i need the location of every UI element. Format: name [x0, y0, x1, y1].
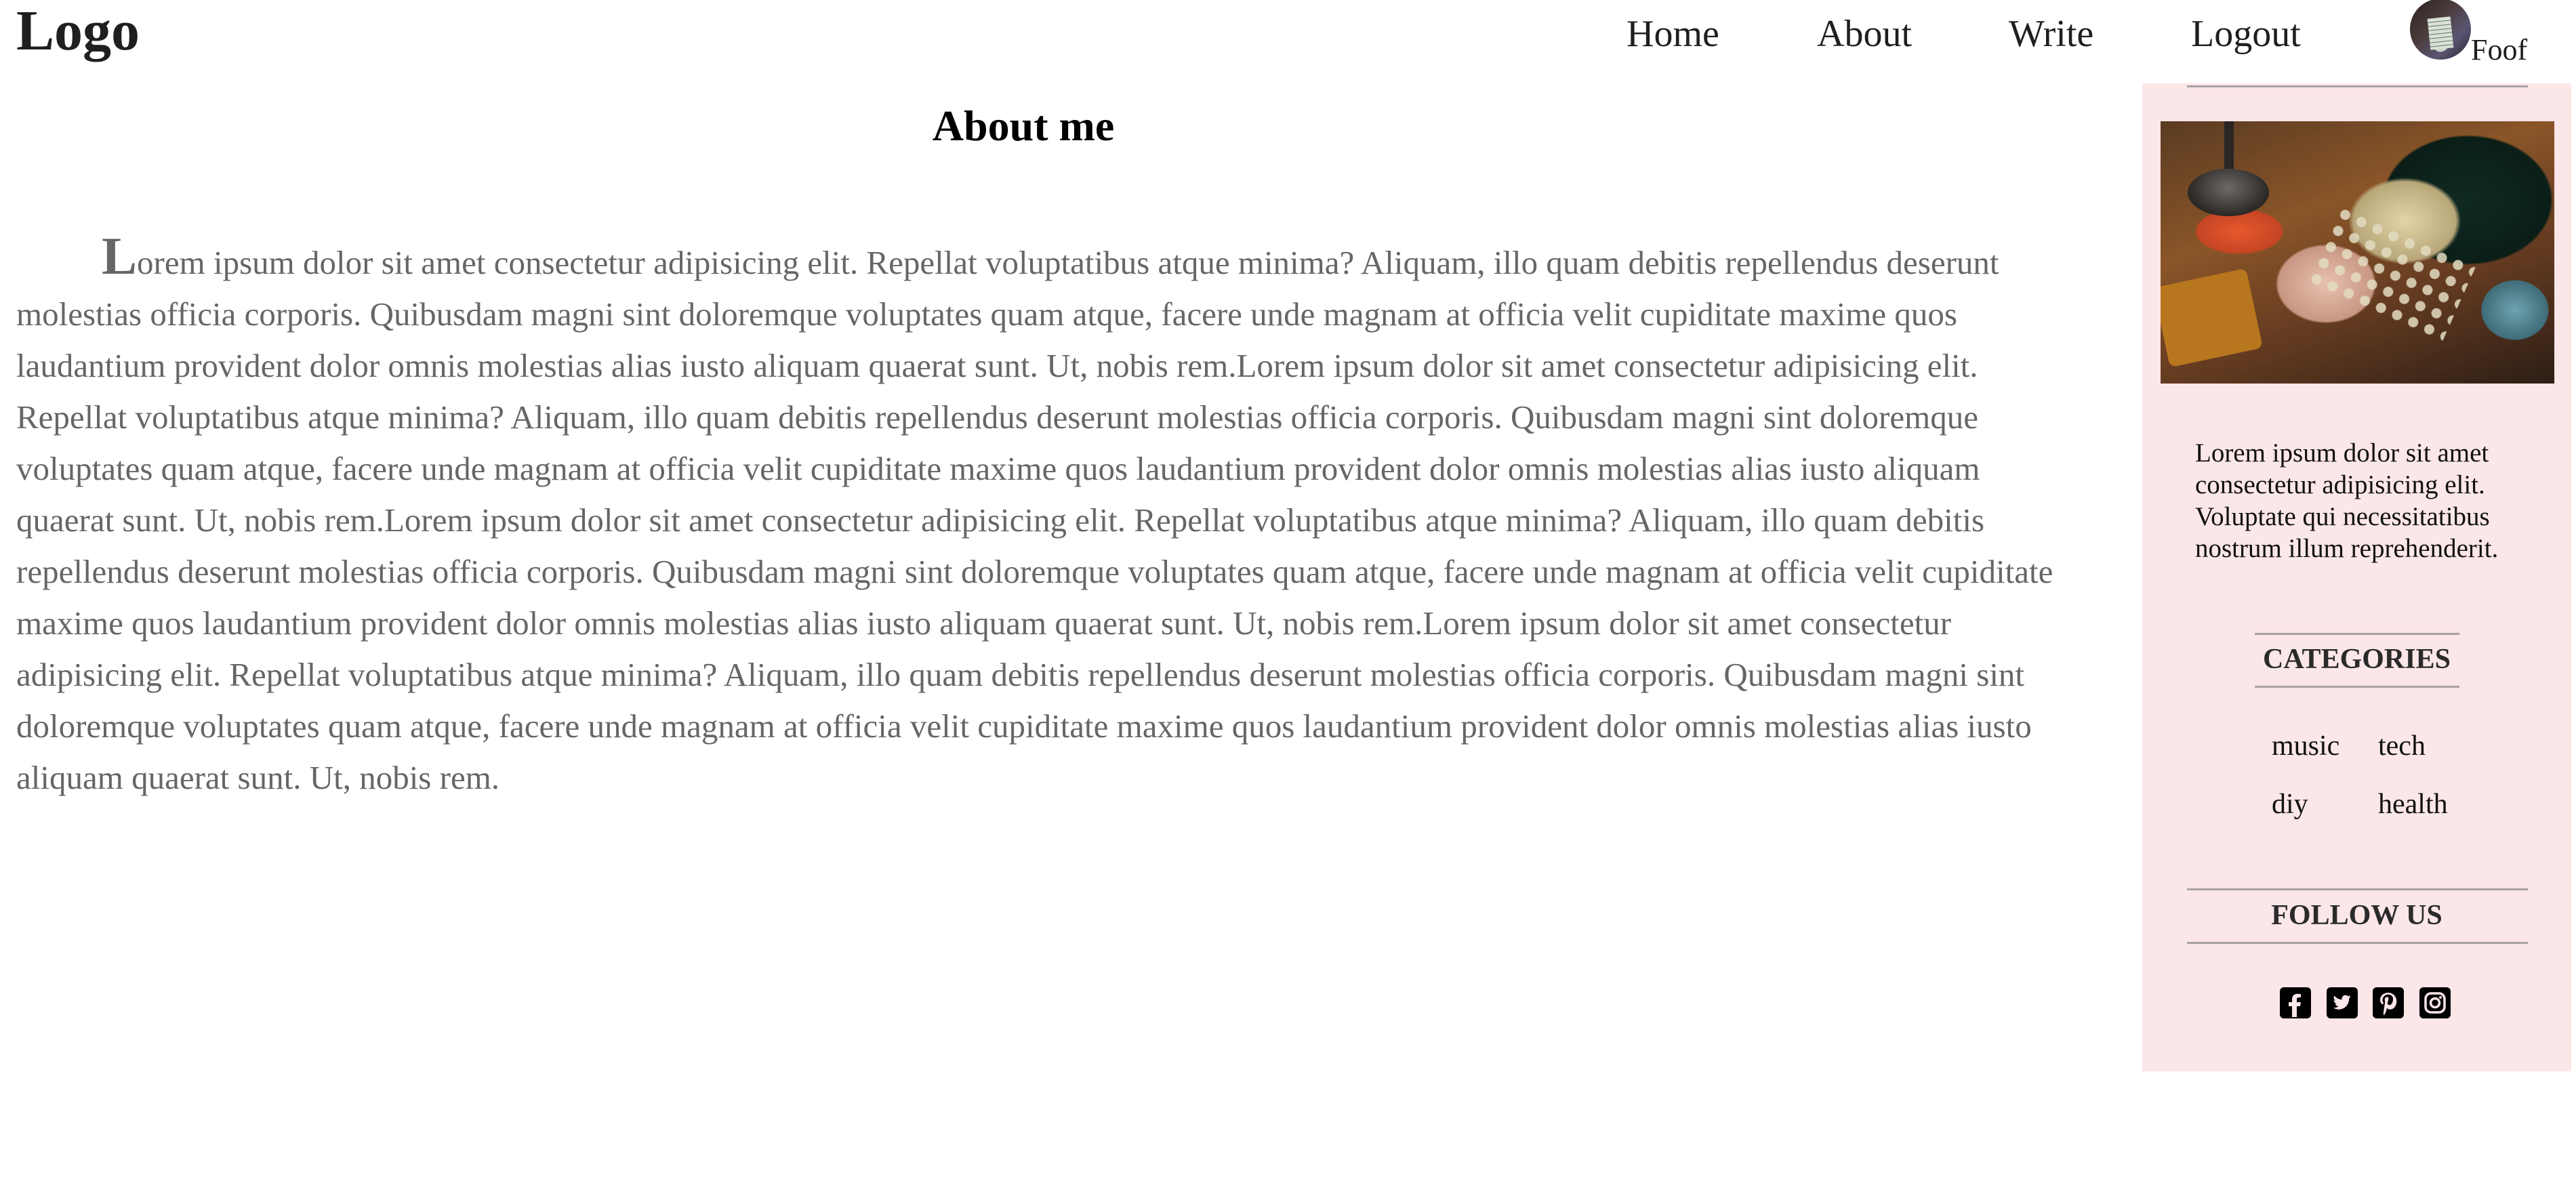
username[interactable]: Foof: [2471, 33, 2528, 66]
category-tech[interactable]: tech: [2378, 730, 2426, 762]
follow-top-divider: [2187, 888, 2528, 890]
body-paragraph: orem ipsum dolor sit amet consectetur adipisicing elit. Repellat voluptatibus atque minima? Aliquam, illo quam debitis repellendus deserunt molestias officia corporis. Quibusdam magni sint doloremque voluptates quam atque, facere unde magnam at officia velit cupiditate maxime quos laudantium provident dolor omnis molestias alias iusto aliquam quaerat sunt. Ut, nobis rem.Lorem ipsum dolor sit amet consectetur adipisicing elit. Repellat voluptatibus atque minima? Aliquam, illo quam debitis repellendus deserunt molestias officia corporis. Quibusdam magni sint doloremque voluptates quam atque, facere unde magnam at officia velit cupiditate maxime quos laudantium provident dolor omnis molestias alias iusto aliquam quaerat sunt. Ut, nobis rem.Lorem ipsum dolor sit amet consectetur adipisicing elit. Repellat voluptatibus atque minima? Aliquam, illo quam debitis repellendus deserunt molestias officia corporis. Quibusdam magni sint doloremque voluptates quam atque, facere unde magnam at officia velit cupiditate maxime quos laudantium provident dolor omnis molestias alias iusto aliquam quaerat sunt. Ut, nobis rem.Lorem ipsum dolor sit amet consectetur adipisicing elit. Repellat voluptatibus atque minima? Aliquam, illo quam debitis repellendus deserunt molestias officia corporis. Quibusdam magni sint doloremque voluptates quam atque, facere unde magnam at officia velit cupiditate maxime quos laudantium provident dolor omnis molestias alias iusto aliquam quaerat sunt. Ut, nobis rem.: [16, 244, 2053, 796]
typewriter-photo-icon: [2161, 121, 2554, 384]
facebook-square-icon[interactable]: [2280, 987, 2311, 1018]
follow-us-title: FOLLOW US: [2271, 900, 2442, 931]
sidebar-about-text: Lorem ipsum dolor sit amet consectetur adipisicing elit. Voluptate qui necessitatibus nostrum illum reprehenderit.: [2195, 438, 2499, 563]
pinterest-square-icon[interactable]: [2373, 987, 2404, 1018]
sidebar-top-divider: [2187, 85, 2528, 87]
twitter-square-icon[interactable]: [2327, 987, 2358, 1018]
page-title: About me: [932, 102, 1115, 150]
category-health[interactable]: health: [2378, 789, 2448, 820]
categories-title: CATEGORIES: [2263, 644, 2451, 675]
nav-write[interactable]: Write: [2009, 13, 2094, 55]
nav-home[interactable]: Home: [1627, 13, 1719, 55]
nav-logout[interactable]: Logout: [2191, 13, 2301, 55]
user-avatar-icon[interactable]: [2410, 0, 2471, 60]
sidebar: [2142, 83, 2571, 1071]
nav-about[interactable]: About: [1817, 13, 1912, 55]
follow-bottom-divider: [2187, 942, 2528, 944]
logo[interactable]: Logo: [16, 0, 140, 62]
categories-bottom-divider: [2255, 686, 2459, 688]
categories-top-divider: [2255, 633, 2459, 635]
instagram-square-icon[interactable]: [2419, 987, 2451, 1018]
about-body-text: [16, 226, 2063, 804]
category-music[interactable]: music: [2272, 730, 2340, 762]
category-diy[interactable]: diy: [2272, 789, 2308, 820]
drop-cap: L: [102, 226, 138, 285]
